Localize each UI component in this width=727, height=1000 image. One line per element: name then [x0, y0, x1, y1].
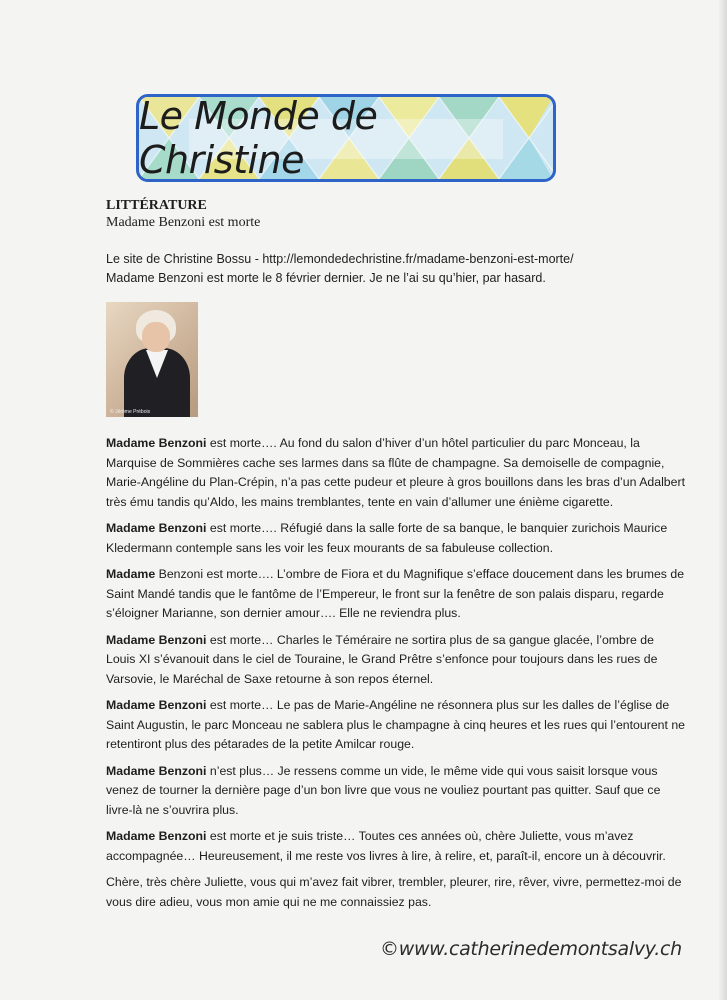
paragraph — [106, 434, 686, 512]
paragraph-lead: Madame Benzoni — [106, 763, 207, 778]
paragraph — [106, 519, 686, 558]
paragraph-lead: Madame Benzoni — [106, 436, 207, 450]
article-title: Madame Benzoni est morte — [106, 215, 261, 230]
paragraph — [106, 827, 686, 866]
paragraph-lead: Madame Benzoni — [106, 632, 207, 647]
page-edge — [719, 0, 727, 1000]
photo-credit: © Jérôme Prébois — [110, 409, 151, 415]
author-photo — [106, 302, 198, 417]
site-banner — [136, 94, 556, 182]
paragraph-text: n’est plus… Je ressens comme un vide, le même vide qui vous saisit lorsque vous venez de tourner la dernière page d’un bon livre que vous ne vouliez pourtant pas quitter. Sauf que ce livre-là ne s’ouvrira plus. — [106, 763, 661, 817]
footer-credit: ©www.catherinedemontsalvy.ch — [380, 938, 682, 960]
paragraph-text: est morte…. Réfugié dans la salle forte de sa banque, le banquier zurichois Maurice Kledermann contemple sans les voir les feux mourants de sa fabuleuse collection. — [106, 521, 668, 555]
paragraph — [106, 762, 686, 821]
paragraph — [106, 696, 686, 755]
paragraph — [106, 565, 686, 624]
intro — [106, 250, 706, 288]
paragraph-text: est morte… Le pas de Marie-Angéline ne résonnera plus sur les dalles de l’église de Saint Augustin, le parc Monceau ne sablera plus le champagne à cinq heures et les rues qui l’entourent ne retentiront plus des pétarades de la petite Amilcar rouge. — [106, 698, 686, 751]
article-body — [106, 434, 686, 919]
paragraph-text: Chère, très chère Juliette, vous qui m’avez fait vibrer, trembler, pleurer, rire, rêver, vivre, permettez-moi de vous dire adieu, vous mon amie qui ne me connaissiez pas. — [106, 875, 682, 909]
banner-title: Le Monde de Christine — [139, 94, 378, 182]
paragraph-lead: Madame Benzoni — [106, 521, 207, 535]
section-label: LITTÉRATURE — [106, 198, 207, 213]
photo-figure-face — [142, 322, 170, 352]
paragraph-text: Benzoni est morte…. L’ombre de Fiora et du Magnifique s’efface doucement dans les brumes de Saint Mandé tandis que le fantôme de l’Empereur, le front sur la fenêtre de son palais disparu, regarde s’éloigner Marianne, son dernier amour…. Elle ne reviendra plus. — [106, 567, 685, 620]
paragraph — [106, 873, 686, 912]
source-line: Le site de Christine Bossu - http://lemondedechristine.fr/madame-benzoni-est-morte/ — [106, 252, 574, 266]
paragraph — [106, 631, 686, 690]
paragraph-lead: Madame Benzoni — [106, 698, 207, 712]
paragraph-text: est morte…. Au fond du salon d’hiver d’un hôtel particulier du parc Monceau, la Marquise de Sommières cache ses larmes dans sa flûte de champagne. Sa demoiselle de compagnie, Marie-Angéline du Plan-Crépin, n’a pas cette pudeur et pleure à gros bouillons dans les bras d’un Adalbert très ému tandis qu’Aldo, les mains tremblantes, tente en vain d’allumer une énième cigarette. — [106, 436, 685, 509]
paragraph-lead: Madame — [106, 567, 156, 581]
paragraph-text: est morte et je suis triste… Toutes ces années où, chère Juliette, vous m’avez accompagnée… Heureusement, il me reste vos livres à lire, à relire, et, paraît-il, encore un à découvrir. — [106, 829, 666, 863]
paragraph-text: est morte… Charles le Téméraire ne sortira plus de sa gangue glacée, l’ombre de Louis XI s’évanouit dans le ciel de Touraine, le Grand Prêtre s’enfonce pour toujours dans les rues de Varsovie, le Maréchal de Saxe retourne à son repos éternel. — [106, 632, 658, 686]
paragraph-lead: Madame Benzoni — [106, 829, 207, 843]
intro-line: Madame Benzoni est morte le 8 février dernier. Je ne l’ai su qu’hier, par hasard. — [106, 271, 546, 285]
